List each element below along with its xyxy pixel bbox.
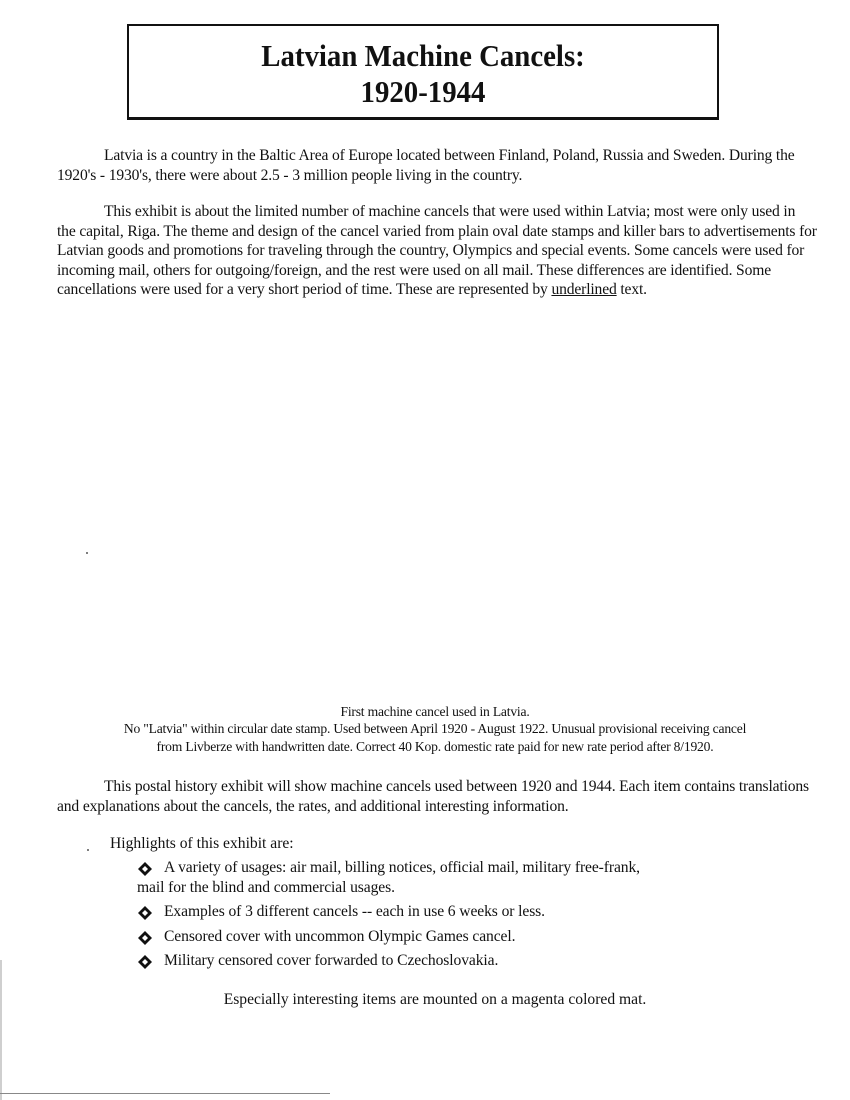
summary-paragraph: This postal history exhibit will show machine cancels used between 1920 and 1944. Each item contains translations and explanations about the cancels, the rates, and additional interesting information. xyxy=(57,778,809,815)
caption-line-1: No "Latvia" within circular date stamp. Used between April 1920 - August 1922. Unusual provisional receiving cancel xyxy=(123,721,747,736)
highlight-item-text: Military censored cover forwarded to Czechoslovakia. xyxy=(164,952,499,969)
intro-text-end: text. xyxy=(616,281,647,298)
highlight-item xyxy=(137,902,757,922)
hollow-diamond-icon xyxy=(137,954,153,970)
underlined-example: underlined xyxy=(551,281,617,298)
highlight-item xyxy=(137,951,757,971)
hollow-diamond-icon xyxy=(137,905,153,921)
highlight-item xyxy=(137,927,757,947)
scan-speck xyxy=(86,552,88,554)
intro-paragraph-exhibit xyxy=(57,202,817,300)
title-box xyxy=(127,24,719,120)
highlight-item-text: Examples of 3 different cancels -- each in use 6 weeks or less. xyxy=(164,903,545,920)
scan-edge-left xyxy=(0,960,2,1100)
intro-paragraph-country: Latvia is a country in the Baltic Area of Europe located between Finland, Poland, Russia and Sweden. During the 1920's - 1930's, there were about 2.5 - 3 million people living in the country. xyxy=(57,147,795,184)
highlight-item xyxy=(137,858,757,897)
highlight-item-text: Censored cover with uncommon Olympic Games cancel. xyxy=(164,927,516,945)
highlights-heading: Highlights of this exhibit are: xyxy=(110,835,294,852)
highlights-list xyxy=(137,858,757,976)
intro-text: This exhibit is about the limited number of machine cancels that were used within Latvia; most were only used in the capital, Riga. The theme and design of the cancel varied from plain oval date stamps and killer bars to advertisements for Latvian goods and promotions for traveling through the country, Olympics and special events. Some cancels were used for incoming mail, others for outgoing/foreign, and the rest were used on all mail. These differences are identified. Some cancellations were used for a very short period of time. These are represented by xyxy=(57,203,817,298)
hollow-diamond-icon xyxy=(137,930,153,946)
page-title-dates: 1920-1944 xyxy=(360,74,486,109)
caption-title: First machine cancel used in Latvia. xyxy=(340,704,530,719)
caption-line-2: from Livberze with handwritten date. Correct 40 Kop. domestic rate paid for new rate period after 8/1920. xyxy=(156,738,714,754)
closing-note: Especially interesting items are mounted on a magenta colored mat. xyxy=(223,991,647,1008)
hollow-diamond-icon xyxy=(137,861,153,877)
highlight-item-line-1: A variety of usages: air mail, billing notices, official mail, military free-frank, xyxy=(164,859,640,876)
scan-speck xyxy=(87,849,89,851)
scan-edge-bottom xyxy=(0,1093,330,1094)
highlight-item-line-2: mail for the blind and commercial usages. xyxy=(137,878,395,896)
caption-body xyxy=(55,720,815,755)
page-title: Latvian Machine Cancels: xyxy=(261,38,585,73)
